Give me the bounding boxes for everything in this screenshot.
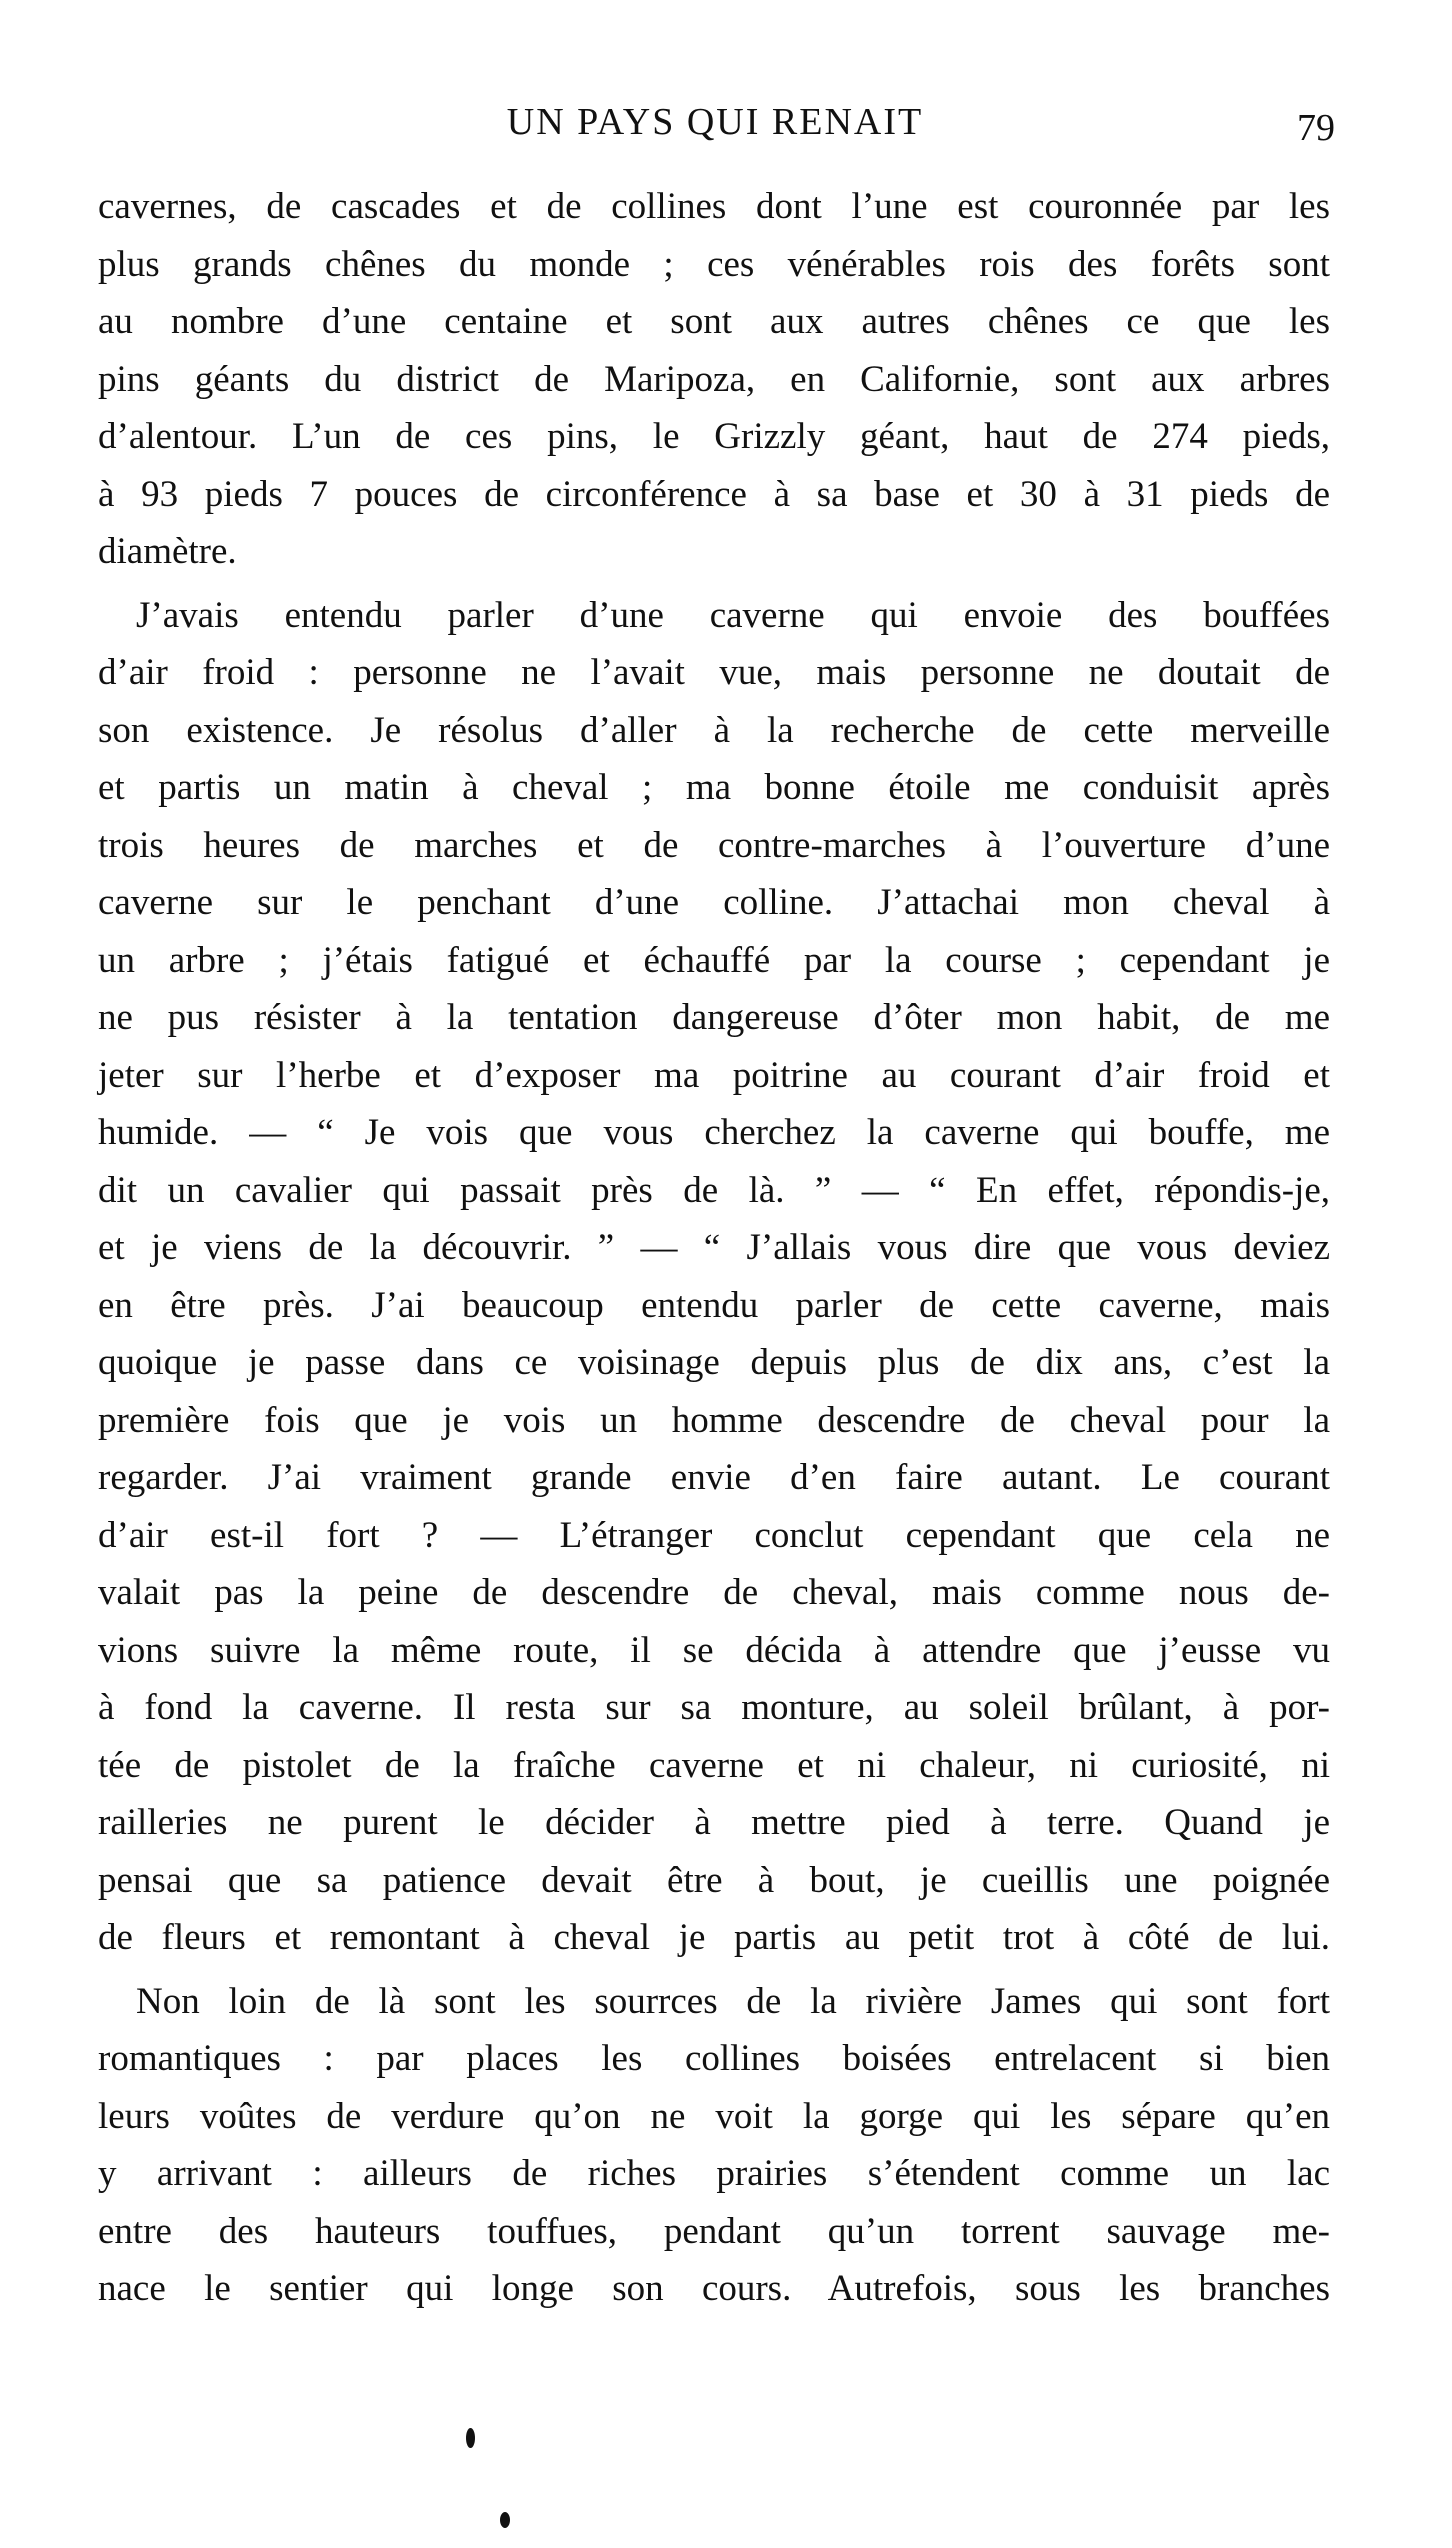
text-line: d’alentour. L’un de ces pins, le Grizzly géant, haut de 274 pieds, — [98, 416, 1330, 457]
paragraph-1 — [98, 178, 1330, 581]
text-line: dit un cavalier qui passait près de là. ” — “ En effet, répondis-je, — [98, 1169, 1330, 1211]
text-line: cavernes, de cascades et de collines dont l’une est couronnée par les — [98, 186, 1330, 227]
text-line: première fois que je vois un homme descendre de cheval pour la — [98, 1399, 1330, 1441]
text-line: entre des hauteurs touffues, pendant qu’un torrent sauvage me- — [98, 2210, 1330, 2252]
text-line: plus grands chênes du monde ; ces vénérables rois des forêts sont — [98, 243, 1330, 285]
ink-speck-mark — [466, 2428, 475, 2448]
text-line: Non loin de là sont les sourrces de la rivière James qui sont fort — [136, 1980, 1330, 2022]
text-line: tée de pistolet de la fraîche caverne et ni chaleur, ni curiosité, ni — [98, 1744, 1330, 1786]
page-number: 79 — [1297, 107, 1335, 149]
text-line: son existence. Je résolus d’aller à la recherche de cette merveille — [98, 709, 1330, 751]
text-line: valait pas la peine de descendre de cheval, mais comme nous de- — [98, 1572, 1330, 1613]
text-line: en être près. J’ai beaucoup entendu parler de cette caverne, mais — [98, 1284, 1330, 1326]
text-line: ne pus résister à la tentation dangereuse d’ôter mon habit, de me — [98, 997, 1330, 1038]
text-line: au nombre d’une centaine et sont aux autres chênes ce que les — [98, 301, 1330, 342]
text-line: regarder. J’ai vraiment grande envie d’en faire autant. Le courant — [98, 1457, 1330, 1498]
text-line: un arbre ; j’étais fatigué et échauffé par la course ; cependant je — [98, 939, 1330, 981]
paragraph-3 — [98, 1973, 1330, 2318]
text-line: et partis un matin à cheval ; ma bonne étoile me conduisit après — [98, 767, 1330, 808]
text-line: d’air froid : personne ne l’avait vue, mais personne ne doutait de — [98, 652, 1330, 693]
text-line: leurs voûtes de verdure qu’on ne voit la gorge qui les sépare qu’en — [98, 2095, 1330, 2137]
text-line: quoique je passe dans ce voisinage depuis plus de dix ans, c’est la — [98, 1342, 1330, 1383]
text-line: nace le sentier qui longe son cours. Autrefois, sous les branches — [98, 2268, 1330, 2309]
text-line: romantiques : par places les collines boisées entrelacent si bien — [98, 2038, 1330, 2079]
text-line: jeter sur l’herbe et d’exposer ma poitrine au courant d’air froid et — [98, 1054, 1330, 1096]
text-line: à fond la caverne. Il resta sur sa monture, au soleil brûlant, à por- — [98, 1687, 1330, 1728]
body-text — [98, 178, 1330, 2318]
paragraph-2 — [98, 587, 1330, 1967]
running-title: UN PAYS QUI RENAIT — [506, 101, 924, 143]
text-line: J’avais entendu parler d’une caverne qui envoie des bouffées — [136, 594, 1330, 636]
text-line: à 93 pieds 7 pouces de circonférence à sa base et 30 à 31 pieds de — [98, 473, 1330, 515]
text-line: caverne sur le penchant d’une colline. J’attachai mon cheval à — [98, 882, 1330, 923]
text-line: railleries ne purent le décider à mettre pied à terre. Quand je — [98, 1802, 1330, 1843]
text-line: vions suivre la même route, il se décida à attendre que j’eusse vu — [98, 1629, 1330, 1671]
text-line: humide. — “ Je vois que vous cherchez la caverne qui bouffe, me — [98, 1112, 1330, 1153]
text-line: d’air est-il fort ? — L’étranger conclut cependant que cela ne — [98, 1514, 1330, 1556]
text-line: diamètre. — [98, 531, 237, 572]
text-line: et je viens de la découvrir. ” — “ J’allais vous dire que vous deviez — [98, 1227, 1330, 1268]
running-head — [95, 100, 1335, 160]
ink-speck-mark — [500, 2512, 510, 2528]
text-line: trois heures de marches et de contre-marches à l’ouverture d’une — [98, 824, 1330, 866]
text-line: de fleurs et remontant à cheval je partis au petit trot à côté de lui. — [98, 1917, 1330, 1958]
text-line: pensai que sa patience devait être à bout, je cueillis une poignée — [98, 1859, 1330, 1901]
text-line: y arrivant : ailleurs de riches prairies s’étendent comme un lac — [98, 2153, 1330, 2194]
text-line: pins géants du district de Maripoza, en Californie, sont aux arbres — [98, 358, 1330, 400]
